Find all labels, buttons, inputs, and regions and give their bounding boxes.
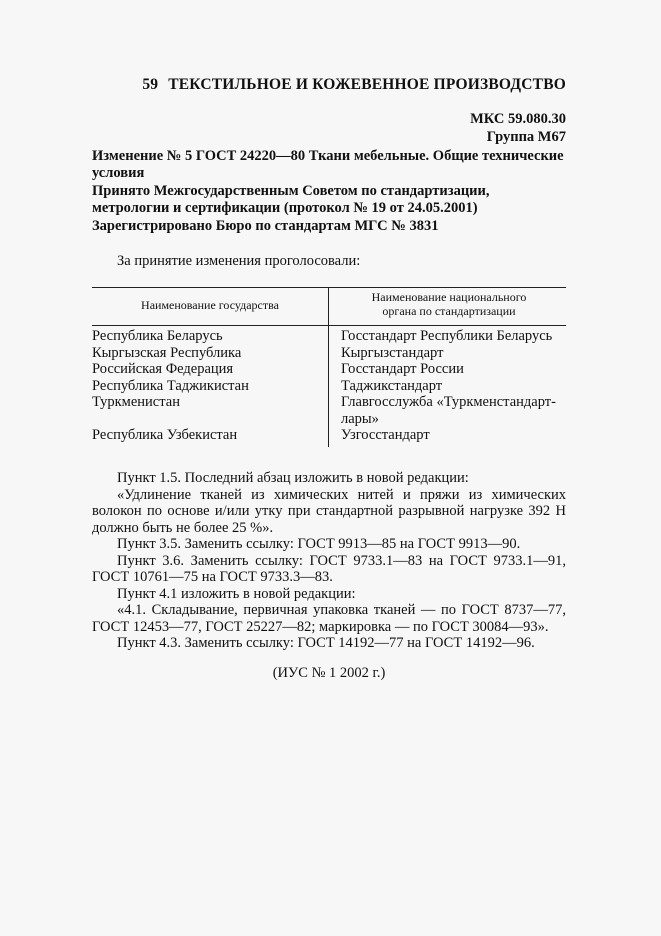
voting-table [92, 283, 566, 445]
header-organ [332, 290, 566, 318]
page-number: 59 [142, 76, 159, 93]
paragraph: Пункт 1.5. Последний абзац изложить в новой редакции: [117, 470, 469, 486]
organs-column [341, 328, 569, 444]
paragraph: «Удлинение тканей из химических нитей и пряжи из химических волокон по основе и/или утку при стандартной разрывной нагрузке 392 Н должно быть не более 25 %». [92, 486, 566, 536]
organ-cell: Узгосстандарт [341, 427, 430, 443]
paragraph: Пункт 4.3. Заменить ссылку: ГОСТ 14192—77 на ГОСТ 14192—96. [117, 635, 535, 651]
adopted-by: Принято Межгосударственным Советом по стандартизации, метрологии и сертификации (протокол № 19 от 24.05.2001) [92, 183, 490, 216]
page-header [92, 76, 566, 94]
header-state: Наименование государства [141, 298, 279, 312]
change-title: Изменение № 5 ГОСТ 24220—80 Ткани мебельные. Общие технические условия [92, 148, 564, 181]
group-code: Группа М67 [486, 129, 566, 145]
organ-cell: Госстандарт Республики Беларусь [341, 328, 553, 344]
state-cell: Республика Беларусь [92, 328, 223, 344]
states-column [92, 328, 324, 444]
registered-by: Зарегистрировано Бюро по стандартам МГС № 3831 [92, 218, 439, 234]
table-column-divider [328, 287, 329, 447]
voted-intro: За принятие изменения проголосовали: [117, 253, 361, 269]
classification-codes [92, 110, 566, 146]
section-title: ТЕКСТИЛЬНОЕ И КОЖЕВЕННОЕ ПРОИЗВОДСТВО [168, 76, 566, 93]
ius-reference: (ИУС № 1 2002 г.) [272, 665, 386, 681]
mks-code: МКС 59.080.30 [470, 111, 566, 127]
header-organ-line1: Наименование национального [371, 290, 527, 304]
organ-cell: лары» [341, 410, 379, 427]
header-organ-line2: органа по стандартизации [382, 304, 516, 318]
paragraph: Пункт 3.5. Заменить ссылку: ГОСТ 9913—85 на ГОСТ 9913—90. [117, 536, 521, 552]
table-top-rule [92, 287, 566, 288]
amendment-text [92, 470, 566, 652]
state-cell: Российская Федерация [92, 361, 234, 377]
organ-cell: Госстандарт России [341, 361, 464, 377]
state-cell: Кыргызская Республика [92, 344, 242, 361]
paragraph: «4.1. Складывание, первичная упаковка тканей — по ГОСТ 8737—77, ГОСТ 12453—77, ГОСТ 25227—82; маркировка — по ГОСТ 30084—93». [92, 602, 566, 635]
organ-cell: Кыргызстандарт [341, 344, 444, 361]
paragraph: Пункт 4.1 изложить в новой редакции: [117, 585, 356, 602]
state-cell [92, 411, 324, 428]
organ-cell: Главгосслужба «Туркменстандарт- [341, 394, 556, 410]
table-header-rule [92, 325, 566, 326]
state-cell: Туркменистан [92, 394, 180, 410]
paragraph: Пункт 3.6. Заменить ссылку: ГОСТ 9733.1—83 на ГОСТ 9733.1—91, ГОСТ 10761—75 на ГОСТ 9733.3—83. [92, 552, 566, 585]
organ-cell: Таджикстандарт [341, 377, 443, 394]
state-cell: Республика Таджикистан [92, 377, 249, 394]
state-cell: Республика Узбекистан [92, 427, 238, 443]
